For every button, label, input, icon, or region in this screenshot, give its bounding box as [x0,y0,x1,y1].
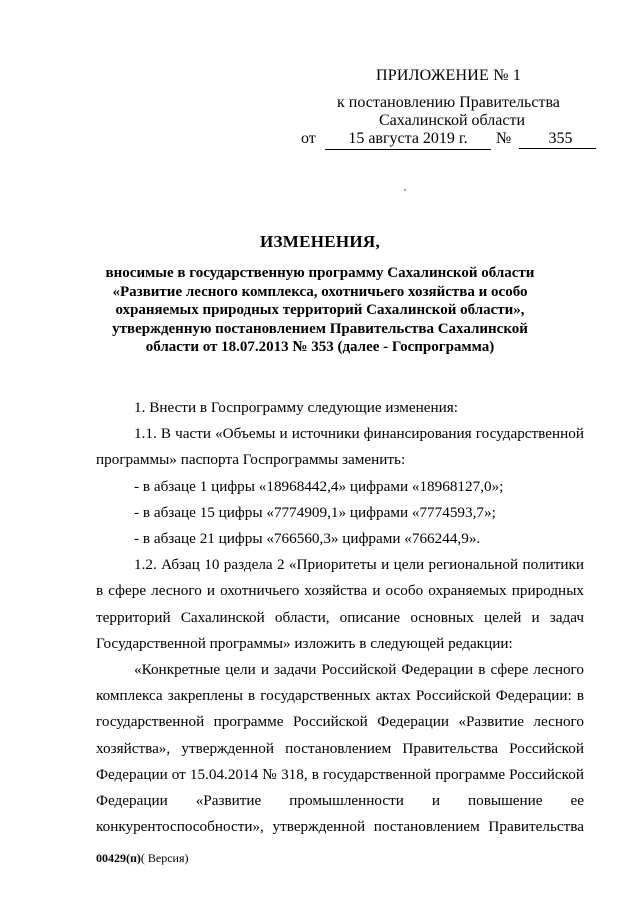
appendix-region-line: Сахалинской области [379,112,526,129]
title-subtitle [60,264,580,357]
list-item: - в абзаце 15 цифры «7774909,1» цифрами «7774593,7»; [134,503,496,521]
scan-artifact [404,189,406,191]
appendix-resolution-line: к постановлению Правительства [337,94,560,111]
document-code [96,851,189,866]
subtitle-line: «Развитие лесного комплекса, охотничьего хозяйства и особо [112,283,528,300]
resolution-number: 355 [519,130,596,149]
subtitle-line: вносимые в государственную программу Сахалинской области [105,265,535,281]
list-item: - в абзаце 1 цифры «18968442,4» цифрами «18968127,0»; [134,477,504,495]
subtitle-line: утвержденную постановлением Правительства Сахалинской [112,320,528,337]
subtitle-line: охраняемых природных территорий Сахалинской области», [115,302,525,318]
from-label: от [301,130,316,147]
appendix-title: ПРИЛОЖЕНИЕ № 1 [376,67,522,84]
document-version: ( Версия) [140,851,189,865]
subtitle-line: области от 18.07.2013 № 353 (далее - Госпрограмма) [145,339,495,355]
appendix-header [0,0,640,160]
title-heading: ИЗМЕНЕНИЯ, [259,232,381,251]
paragraph-intro: 1. Внести в Госпрограмму следующие изменения: [134,399,458,416]
document-code-number: 00429(п) [96,851,141,865]
number-label: № [496,130,512,147]
paragraph-1-2: 1.2. Абзац 10 раздела 2 «Приоритеты и цели региональной политики в сфере лесного и охотничьего хозяйства и особо охраняемых природных территорий Сахалинской области, описание основных целей и задач Государственной программы» изложить в следующей редакции: [96,556,584,652]
resolution-date: 15 августа 2019 г. [325,130,491,150]
list-item: - в абзаце 21 цифры «766560,3» цифрами «766244,9». [134,530,481,548]
paragraph-1-1: 1.1. В части «Объемы и источники финансирования государственной программы» паспорта Госпрограммы заменить: [96,425,584,469]
document-body [96,395,584,840]
paragraph-quote: «Конкретные цели и задачи Российской Федерации в сфере лесного комплекса закреплены в государственных актах Российской Федерации: в государственной программе Российской Федерации «Развитие лесного хозяйства», утвержденной постановлением Правительства Российской Федерации от 15.04.2014 № 318, в государственной программе Российской Федерации «Развитие промышленности и повышение ее конкурентоспособности», утвержденной постановлением Правительства [96,661,584,836]
document-title [60,232,580,357]
